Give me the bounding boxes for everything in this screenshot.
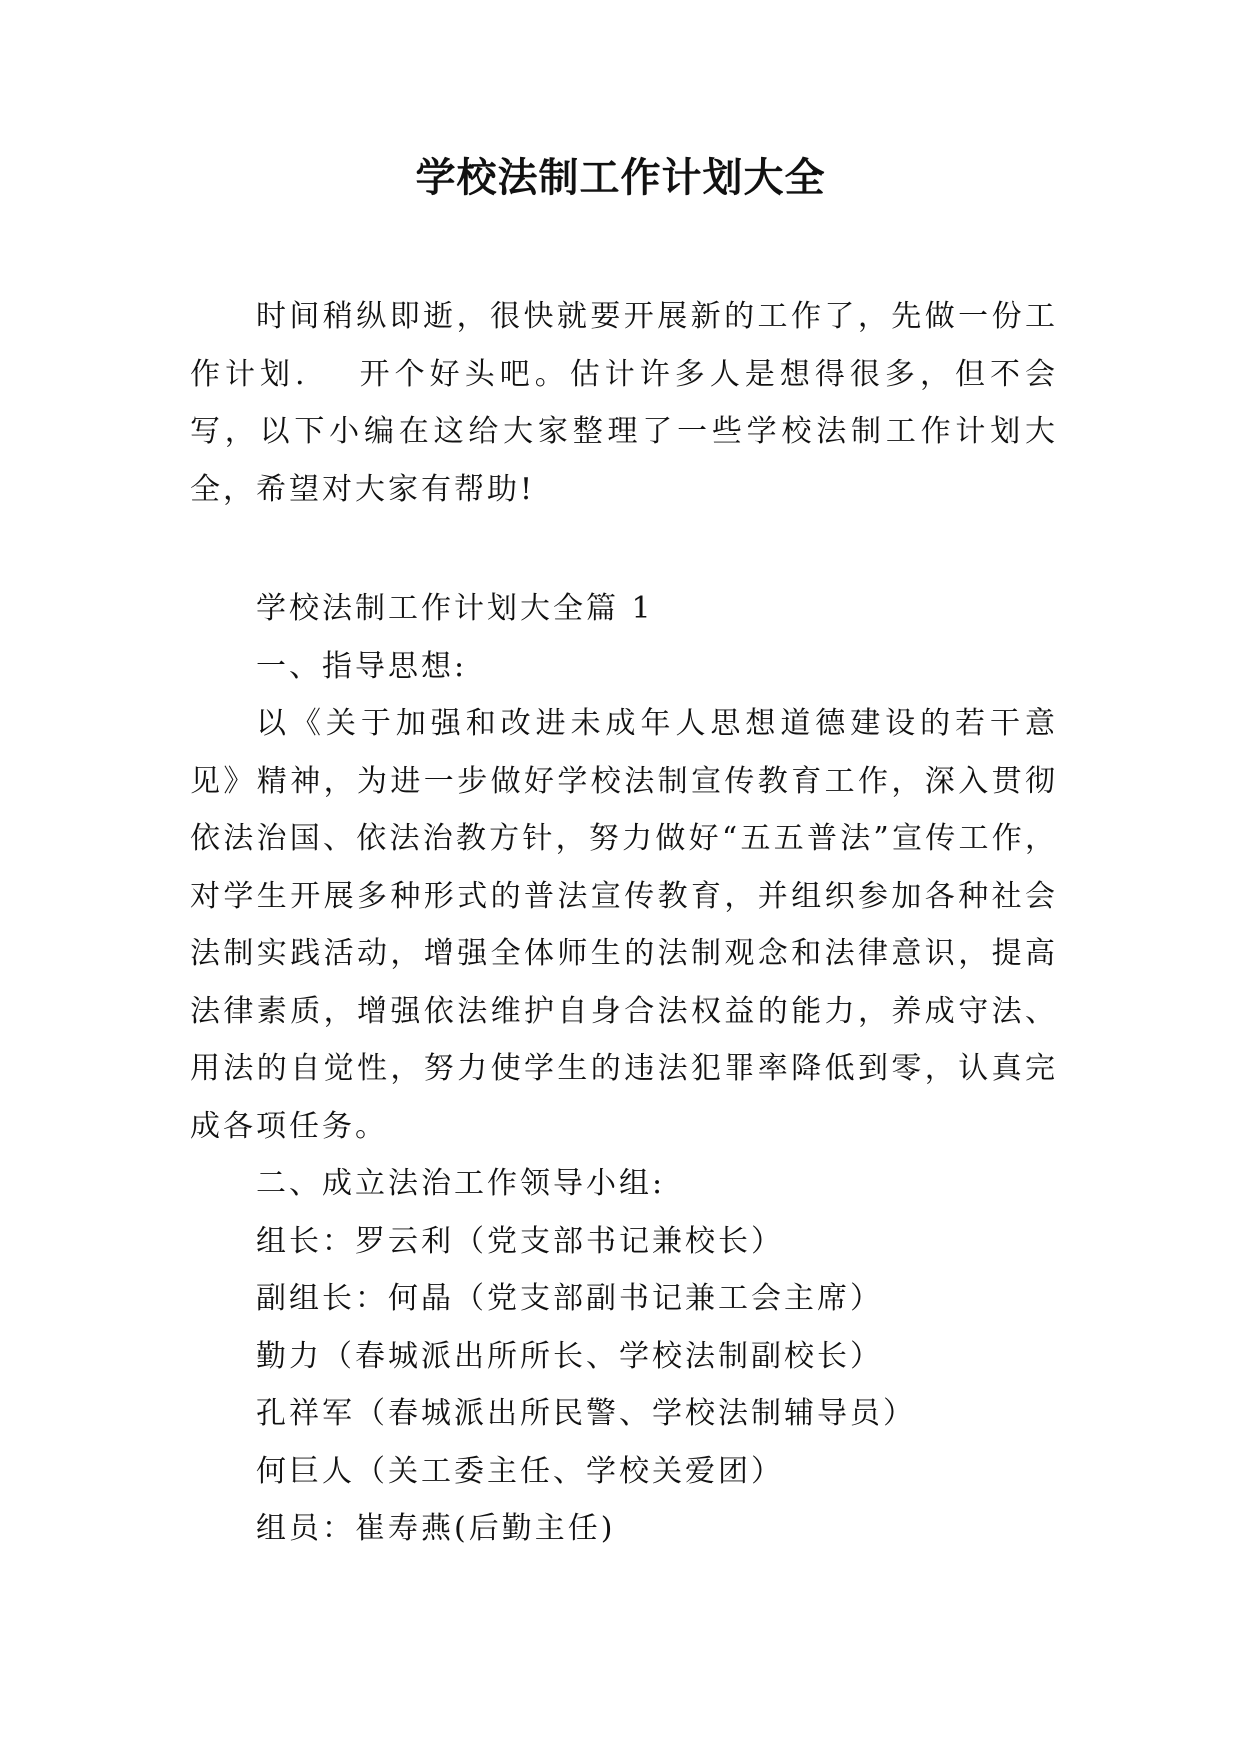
heading-leadership-group: 二、成立法治工作领导小组: <box>256 1166 666 1201</box>
member-line-he-juren: 何巨人（关工委主任、学校关爱团） <box>256 1453 784 1489</box>
section-spacer <box>190 518 1058 580</box>
section-heading: 学校法制工作计划大全篇 1 <box>256 591 654 626</box>
member-line-kong: 孔祥军（春城派出所民警、学校法制辅导员） <box>256 1396 916 1431</box>
document-title: 学校法制工作计划大全 <box>415 155 826 201</box>
member-line-leader: 组长：罗云利（党支部书记兼校长） <box>256 1223 784 1259</box>
guiding-thought-paragraph: 以《关于加强和改进未成年人思想道德建设的若干意见》精神，为进一步做好学校法制宣传教育工作，深入贯彻依法治国、依法治教方针，努力做好“五五普法”宣传工作，对学生开展多种形式的普法宣传教育，并组织参加各种社会法制实践活动，增强全体师生的法制观念和法律意识，提高法律素质，增强依法维护自身合法权益的能力，养成守法、用法的自觉性，努力使学生的违法犯罪率降低到零，认真完成各项任务。 <box>190 706 1058 1144</box>
document-body <box>190 288 1058 1558</box>
member-line-qinli: 勤力（春城派出所所长、学校法制副校长） <box>256 1338 883 1374</box>
intro-paragraph <box>190 288 1058 518</box>
member-line-group-member: 组员：崔寿燕(后勤主任) <box>256 1511 616 1546</box>
member-line-deputy-leader: 副组长：何晶（党支部副书记兼工会主席） <box>256 1281 883 1316</box>
intro-text-part2: 开个好头吧。估计许多人是想得很多，但不会写，以下小编在这给大家整理了一些学校法制工作计划大全，希望对大家有帮助! <box>190 356 1059 507</box>
intro-text-part1: 时间稍纵即逝，很快就要开展新的工作了，先做一份工作计划. <box>190 299 1058 392</box>
heading-guiding-thought: 一、指导思想: <box>256 648 468 684</box>
